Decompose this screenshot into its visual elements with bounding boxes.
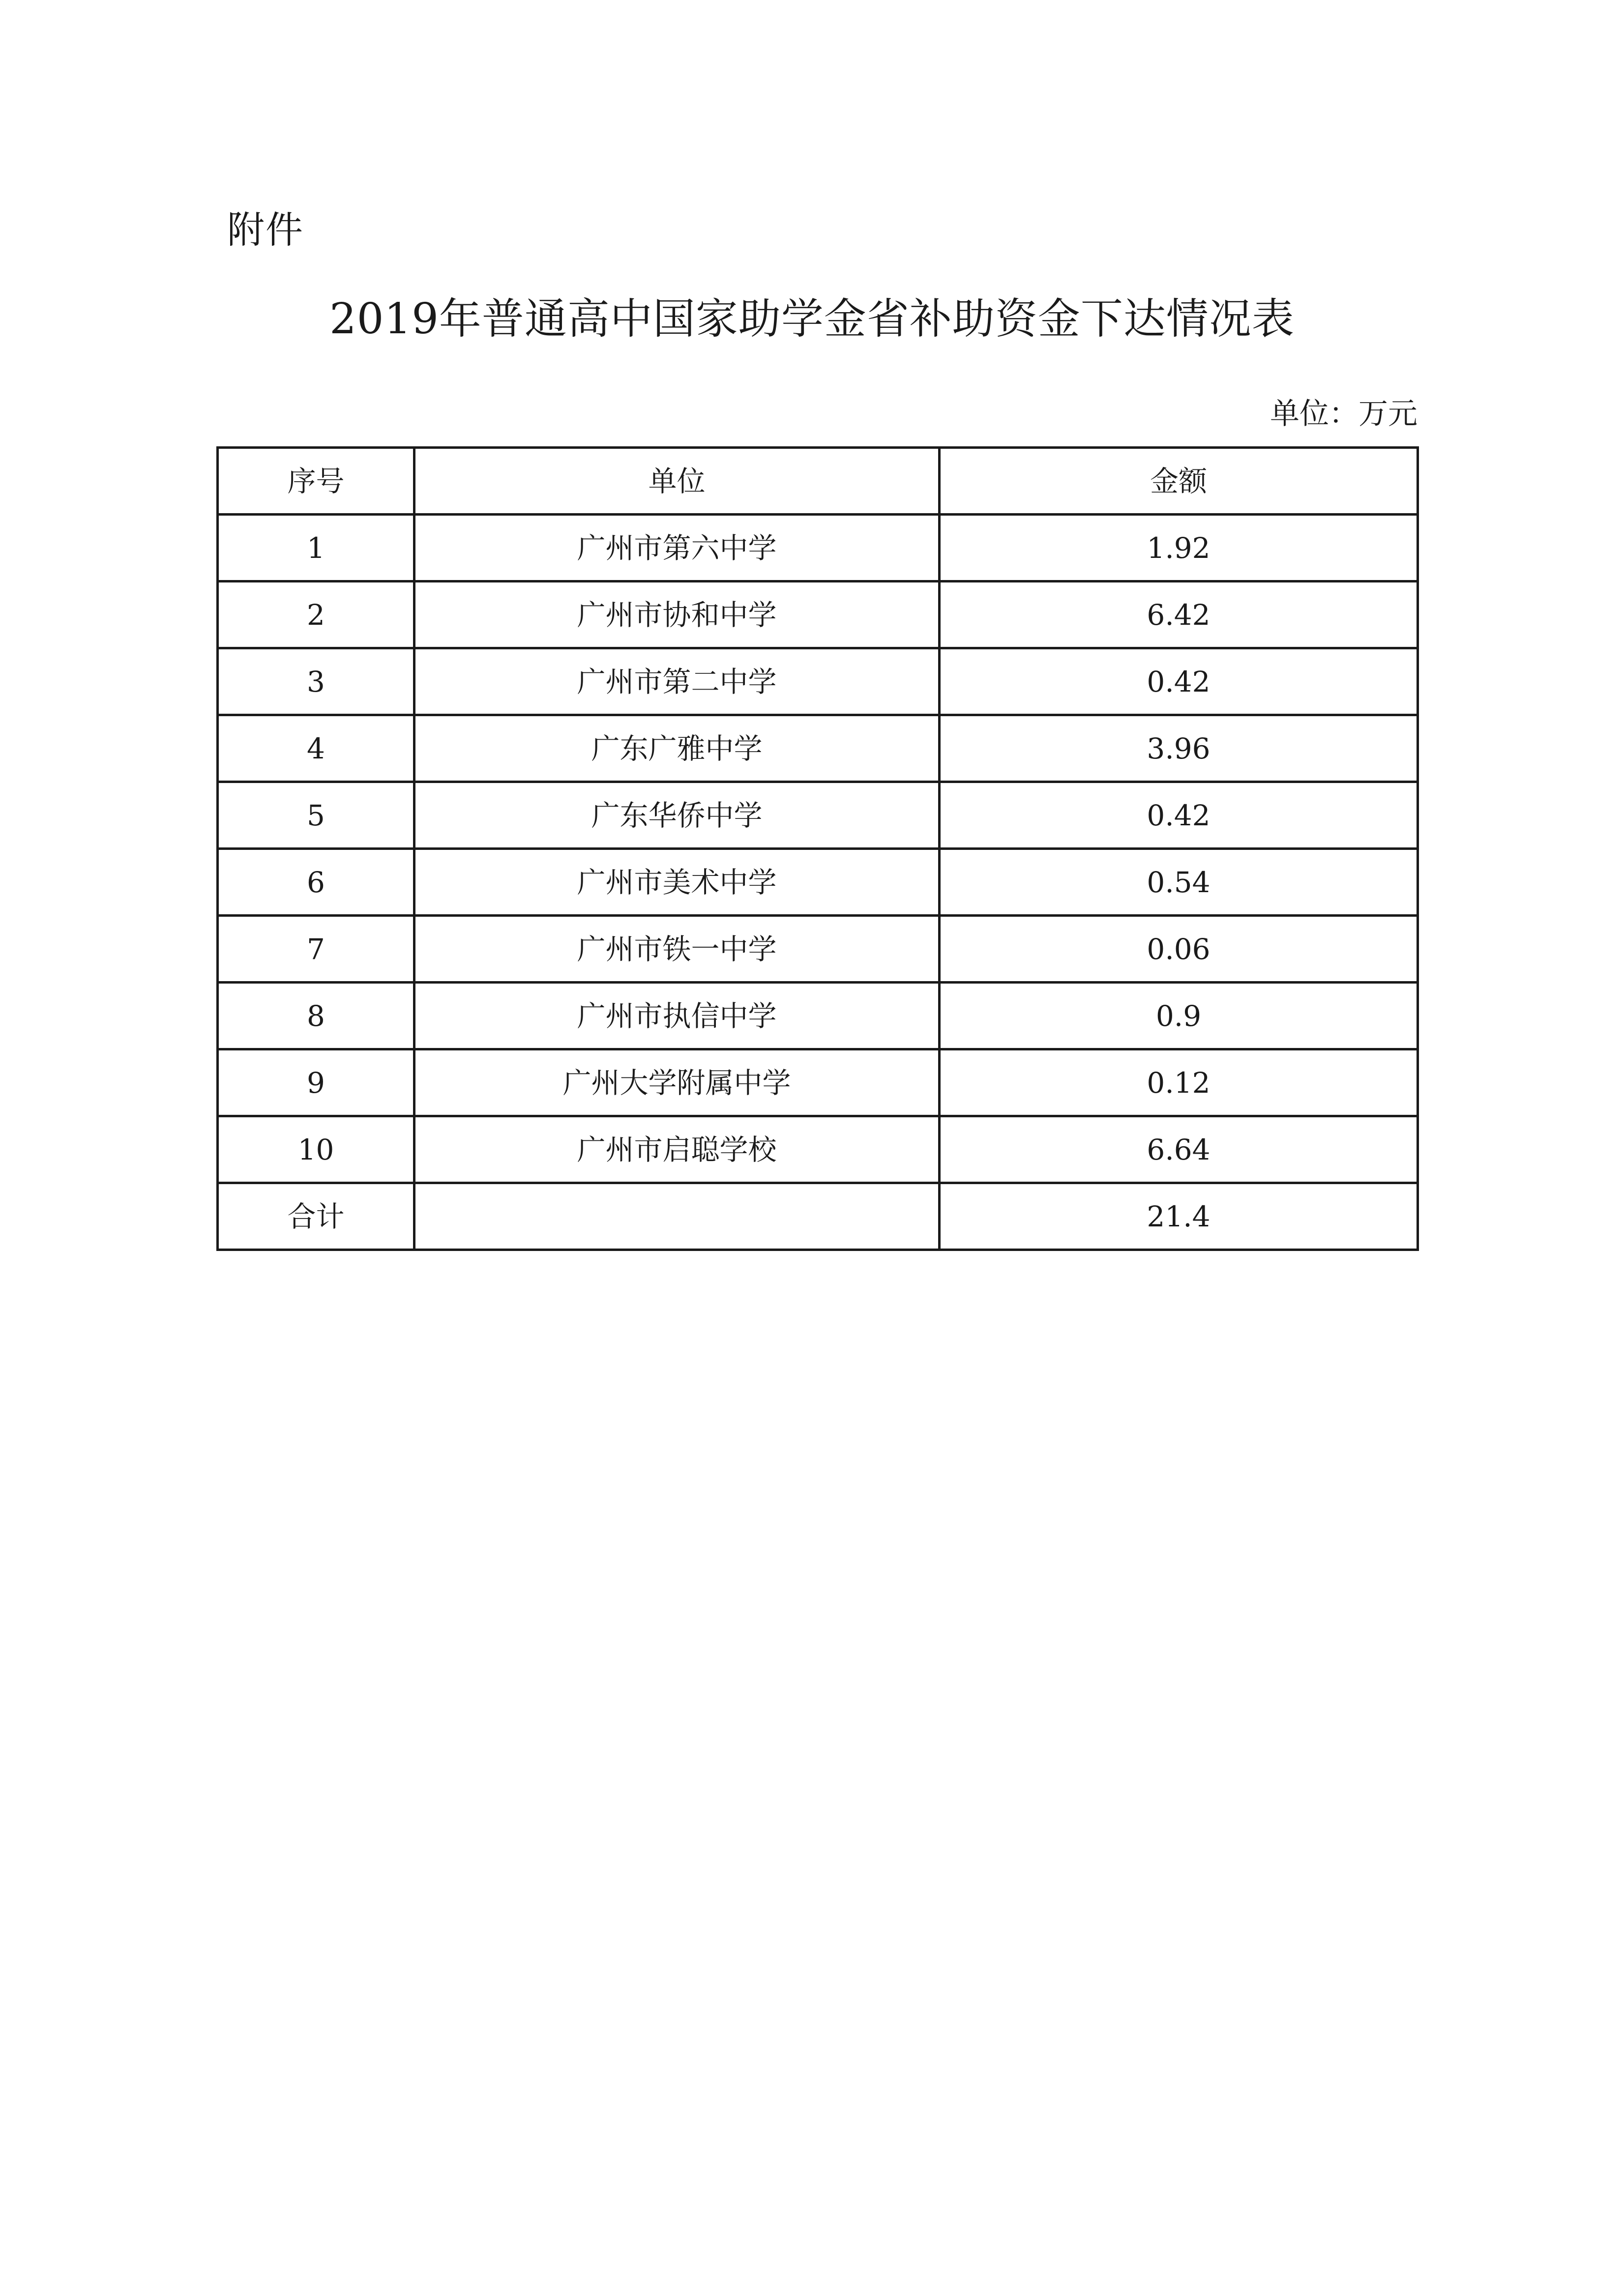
row-amount: 0.42: [940, 648, 1418, 715]
table-row: [218, 715, 1418, 782]
row-unit: 广州市执信中学: [414, 983, 940, 1049]
row-number: 1: [218, 515, 414, 581]
total-unit: [414, 1183, 940, 1250]
total-label: 合计: [218, 1183, 414, 1250]
table-row: [218, 581, 1418, 648]
row-number: 8: [218, 983, 414, 1049]
table-row: [218, 916, 1418, 983]
table-row: [218, 1116, 1418, 1183]
allocation-table: [216, 446, 1419, 1251]
row-number: 4: [218, 715, 414, 782]
row-number: 10: [218, 1116, 414, 1183]
row-number: 9: [218, 1049, 414, 1116]
row-unit: 广州市启聪学校: [414, 1116, 940, 1183]
attachment-label: 附件: [227, 208, 304, 252]
unit-note: 单位：万元: [1270, 397, 1417, 431]
row-amount: 0.54: [940, 849, 1418, 916]
row-amount: 0.06: [940, 916, 1418, 983]
row-number: 3: [218, 648, 414, 715]
row-number: 7: [218, 916, 414, 983]
column-header-unit: 单位: [414, 448, 940, 515]
row-number: 2: [218, 581, 414, 648]
table-row: [218, 515, 1418, 581]
table-header-row: [218, 448, 1418, 515]
document-title: 2019年普通高中国家助学金省补助资金下达情况表: [329, 294, 1295, 344]
total-amount: 21.4: [940, 1183, 1418, 1250]
table-row: [218, 648, 1418, 715]
table-row: [218, 849, 1418, 916]
total-row: [218, 1183, 1418, 1250]
row-number: 6: [218, 849, 414, 916]
column-header-number: 序号: [218, 448, 414, 515]
row-amount: 0.12: [940, 1049, 1418, 1116]
row-amount: 0.9: [940, 983, 1418, 1049]
row-unit: 广东华侨中学: [414, 782, 940, 849]
row-unit: 广州市美术中学: [414, 849, 940, 916]
row-amount: 6.42: [940, 581, 1418, 648]
row-unit: 广州大学附属中学: [414, 1049, 940, 1116]
table-row: [218, 782, 1418, 849]
row-unit: 广州市第二中学: [414, 648, 940, 715]
row-unit: 广州市协和中学: [414, 581, 940, 648]
row-unit: 广州市铁一中学: [414, 916, 940, 983]
row-amount: 6.64: [940, 1116, 1418, 1183]
row-amount: 3.96: [940, 715, 1418, 782]
row-unit: 广州市第六中学: [414, 515, 940, 581]
table-row: [218, 983, 1418, 1049]
table-row: [218, 1049, 1418, 1116]
row-number: 5: [218, 782, 414, 849]
column-header-amount: 金额: [940, 448, 1418, 515]
row-amount: 0.42: [940, 782, 1418, 849]
row-amount: 1.92: [940, 515, 1418, 581]
row-unit: 广东广雅中学: [414, 715, 940, 782]
